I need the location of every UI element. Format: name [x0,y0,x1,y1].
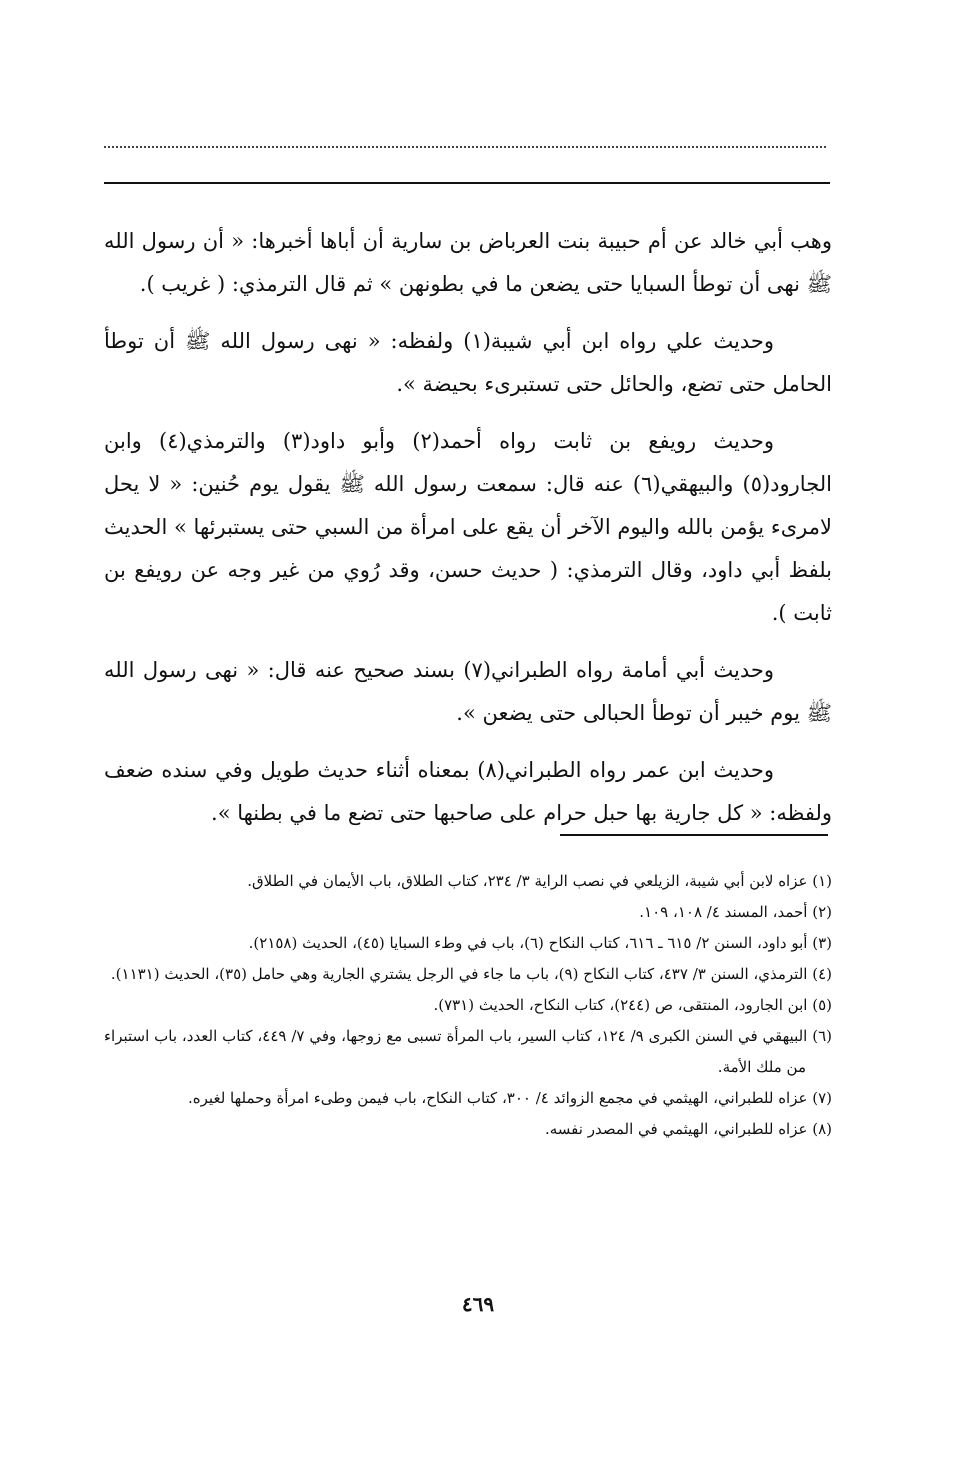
footnote: (٧) عزاه للطبراني، الهيثمي في مجمع الزوائد ٤/ ٣٠٠، كتاب النكاح، باب فيمن وطىء امرأة وحملها لغيره. [188,1089,832,1107]
footnote: (١) عزاه لابن أبي شيبة، الزيلعي في نصب الراية ٣/ ٢٣٤، كتاب الطلاق، باب الأيمان في الطلاق. [247,872,832,890]
footnote: (٦) البيهقي في السنن الكبرى ٩/ ١٢٤، كتاب السير، باب المرأة تسبى مع زوجها، وفي ٧/ ٤٤٩، كتاب العدد، باب استبراء من ملك الأمة. [104,1027,832,1076]
paragraph: وحديث أبي أمامة رواه الطبراني(٧) بسند صحيح عنه قال: « نهى رسول الله ﷺ يوم خيبر أن توطأ الحبالى حتى يضعن ». [104,658,832,725]
footnote: (٤) الترمذي، السنن ٣/ ٤٣٧، كتاب النكاح (٩)، باب ما جاء في الرجل يشتري الجارية وهي حامل (٣٥)، الحديث (١١٣١). [110,965,832,983]
page-number: ٤٦٩ [461,1292,495,1316]
footnotes [104,866,832,1145]
header-rule [104,182,830,184]
paragraph: وحديث رويفع بن ثابت رواه أحمد(٢) وأبو داود(٣) والترمذي(٤) وابن الجارود(٥) والبيهقي(٦) عنه قال: سمعت رسول الله ﷺ يقول يوم حُنين: « لا يحل لامرىء يؤمن بالله واليوم الآخر أن يقع على امرأة من السبي حتى يستبرئها » الحديث بلفظ أبي داود، وقال الترمذي: ( حديث حسن، وقد رُوي من غير وجه عن رويفع بن ثابت ). [104,429,832,625]
footnote: (٢) أحمد، المسند ٤/ ١٠٨، ١٠٩. [639,903,832,921]
footnote-rule [560,834,828,836]
dotted-separator [104,146,826,148]
footnote: (٨) عزاه للطبراني، الهيثمي في المصدر نفسه. [544,1120,832,1138]
paragraph: وحديث ابن عمر رواه الطبراني(٨) بمعناه أثناء حديث طويل وفي سنده ضعف ولفظه: « كل جارية بها حبل حرام على صاحبها حتى تضع ما في بطنها ». [104,758,832,825]
footnote: (٣) أبو داود، السنن ٢/ ٦١٥ ـ ٦١٦، كتاب النكاح (٦)، باب في وطء السبايا (٤٥)، الحديث (٢١٥٨). [248,934,832,952]
main-text [104,220,832,849]
paragraph: وهب أبي خالد عن أم حبيبة بنت العرباض بن سارية أن أباها أخبرها: « أن رسول الله ﷺ نهى أن توطأ السبايا حتى يضعن ما في بطونهن » ثم قال الترمذي: ( غريب ). [104,229,832,296]
footnote: (٥) ابن الجارود، المنتقى، ص (٢٤٤)، كتاب النكاح، الحديث (٧٣١). [433,996,832,1014]
paragraph: وحديث علي رواه ابن أبي شيبة(١) ولفظه: « نهى رسول الله ﷺ أن توطأ الحامل حتى تضع، والحائل حتى تستبرىء بحيضة ». [104,329,832,396]
